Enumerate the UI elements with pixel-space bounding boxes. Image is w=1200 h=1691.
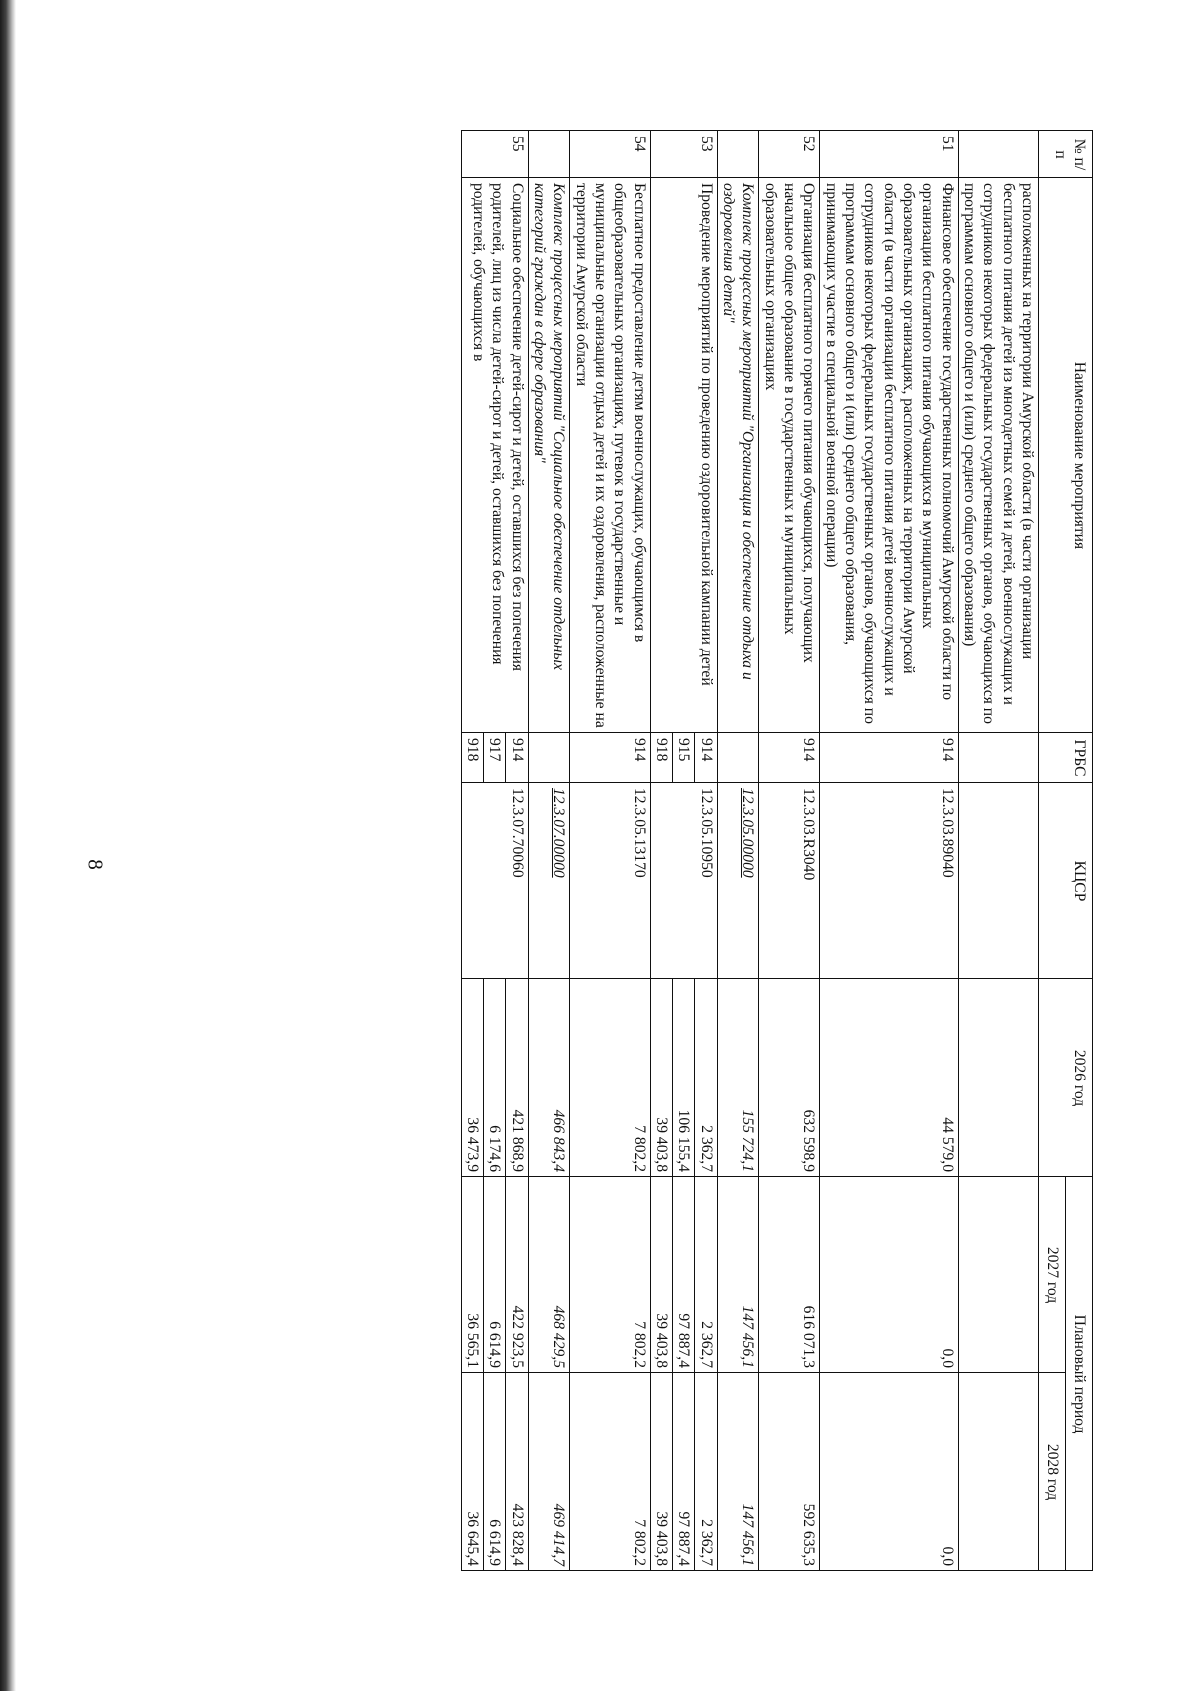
- row-kcsr: 12.3.03.89040: [820, 783, 958, 979]
- row-name: Бесплатное предоставление детям военнослужащих, обучающимся в общеобразовательных организациях, путевок в государственные и муниципальные организации отдыха детей и их оздоровления, расположенные на территории Амурской области: [570, 178, 650, 733]
- table-row: [759, 131, 820, 1571]
- row-value-2027: 36 565,1: [461, 1177, 483, 1373]
- col-header-name: Наименование мероприятия: [1039, 178, 1093, 733]
- row-grbs: 918: [461, 733, 483, 783]
- row-value-2026: 7 802,2: [570, 979, 650, 1177]
- row-value-2028: 2 362,7: [695, 1373, 717, 1571]
- row-value-2027: 6 614,9: [484, 1177, 506, 1373]
- col-header-plan-period: Плановый период: [1066, 1177, 1093, 1571]
- row-value-2028: 423 828,4: [506, 1373, 528, 1571]
- col-header-num: № п/п: [1039, 131, 1093, 178]
- row-value-2026: 466 843,4: [528, 979, 570, 1177]
- row-value-2028: 469 414,7: [528, 1373, 570, 1571]
- col-header-kcsr: КЦСР: [1039, 783, 1093, 979]
- row-value-2028: 0,0: [820, 1373, 958, 1571]
- row-grbs: 917: [484, 733, 506, 783]
- row-value-2027: 616 071,3: [759, 1177, 820, 1373]
- row-grbs: 918: [650, 733, 672, 783]
- row-value-2027: 422 923,5: [506, 1177, 528, 1373]
- row-num: [528, 131, 570, 178]
- col-header-2026: 2026 год: [1039, 979, 1093, 1177]
- row-value-2026: 6 174,6: [484, 979, 506, 1177]
- row-num: [958, 131, 1038, 178]
- table-header-row: [1066, 131, 1093, 1571]
- row-name: расположенных на территории Амурской области (в части организации бесплатного питания детей из многодетных семей и детей, военнослужащих и сотрудников некоторых федеральных государственных органов, обучающихся по программам основного общего и (или) среднего общего образования): [958, 178, 1038, 733]
- row-num: [717, 131, 759, 178]
- table-row: [820, 131, 958, 1571]
- row-grbs: [958, 733, 1038, 783]
- scan-edge-shadow: [0, 0, 16, 1691]
- row-grbs: 914: [820, 733, 958, 783]
- row-value-2027: 0,0: [820, 1177, 958, 1373]
- row-value-2026: 44 579,0: [820, 979, 958, 1177]
- budget-table: [461, 130, 1093, 1571]
- row-value-2027: 7 802,2: [570, 1177, 650, 1373]
- row-value-2027: 39 403,8: [650, 1177, 672, 1373]
- table-row: [958, 131, 1038, 1571]
- row-value-2028: 592 635,3: [759, 1373, 820, 1571]
- row-kcsr: 12.3.05.00000: [717, 783, 759, 979]
- row-grbs: 914: [695, 733, 717, 783]
- table-row-complex: [528, 131, 570, 1571]
- row-kcsr: 12.3.07.00000: [528, 783, 570, 979]
- row-grbs: [717, 733, 759, 783]
- row-grbs: 914: [759, 733, 820, 783]
- row-name: Комплекс процессных мероприятий "Социальное обеспечение отдельных категорий граждан в сфере образования": [528, 178, 570, 733]
- row-name: Организация бесплатного горячего питания обучающихся, получающих начальное общее образование в государственных и муниципальных образовательных организациях: [759, 178, 820, 733]
- row-value-2027: 468 429,5: [528, 1177, 570, 1373]
- rotated-table-container: [461, 130, 1093, 1571]
- row-name: Финансовое обеспечение государственных полномочий Амурской области по организации бесплатного питания обучающихся в муниципальных образовательных организациях, расположенных на территории Амурской области (в части организации бесплатного питания детей военнослужащих и сотрудников некоторых федеральных государственных органов, обучающихся по программам основного общего и (или) среднего общего образования, принимающих участие в специальной военной операции): [820, 178, 958, 733]
- row-grbs: 915: [673, 733, 695, 783]
- row-value-2027: [958, 1177, 1038, 1373]
- row-value-2026: 36 473,9: [461, 979, 483, 1177]
- row-grbs: 914: [506, 733, 528, 783]
- row-name: Комплекс процессных мероприятий "Организация и обеспечение отдыха и оздоровления детей": [717, 178, 759, 733]
- row-value-2028: 97 887,4: [673, 1373, 695, 1571]
- row-num: 53: [650, 131, 717, 178]
- row-kcsr: 12.3.05.13170: [570, 783, 650, 979]
- row-value-2026: 39 403,8: [650, 979, 672, 1177]
- col-header-2028: 2028 год: [1039, 1373, 1066, 1571]
- row-num: 51: [820, 131, 958, 178]
- table-row: [695, 131, 717, 1571]
- row-value-2026: 2 362,7: [695, 979, 717, 1177]
- row-value-2028: 147 456,1: [717, 1373, 759, 1571]
- col-header-2027: 2027 год: [1039, 1177, 1066, 1373]
- table-row: [570, 131, 650, 1571]
- row-name: Социальное обеспечение детей-сирот и детей, оставшихся без попечения родителей, лиц из числа детей-сирот и детей, оставшихся без попечения родителей, обучающихся в: [461, 178, 528, 733]
- row-num: 54: [570, 131, 650, 178]
- row-kcsr: 12.3.05.10950: [650, 783, 717, 979]
- row-kcsr: 12.3.03.R3040: [759, 783, 820, 979]
- row-value-2026: 632 598,9: [759, 979, 820, 1177]
- row-num: 55: [461, 131, 528, 178]
- row-grbs: [528, 733, 570, 783]
- col-header-grbs: ГРБС: [1039, 733, 1093, 783]
- row-value-2026: [958, 979, 1038, 1177]
- row-num: 52: [759, 131, 820, 178]
- row-grbs: 914: [570, 733, 650, 783]
- row-value-2026: 421 868,9: [506, 979, 528, 1177]
- row-value-2026: 106 155,4: [673, 979, 695, 1177]
- row-value-2028: 7 802,2: [570, 1373, 650, 1571]
- row-value-2028: 39 403,8: [650, 1373, 672, 1571]
- table-row-complex: [717, 131, 759, 1571]
- row-value-2028: 36 645,4: [461, 1373, 483, 1571]
- row-value-2026: 155 724,1: [717, 979, 759, 1177]
- row-value-2027: 147 456,1: [717, 1177, 759, 1373]
- page-number: 8: [83, 859, 108, 870]
- row-kcsr: [958, 783, 1038, 979]
- row-value-2027: 97 887,4: [673, 1177, 695, 1373]
- row-name: Проведение мероприятий по проведению оздоровительной кампании детей: [650, 178, 717, 733]
- row-value-2028: [958, 1373, 1038, 1571]
- row-value-2028: 6 614,9: [484, 1373, 506, 1571]
- row-value-2027: 2 362,7: [695, 1177, 717, 1373]
- row-kcsr: 12.3.07.70060: [461, 783, 528, 979]
- table-row: [506, 131, 528, 1571]
